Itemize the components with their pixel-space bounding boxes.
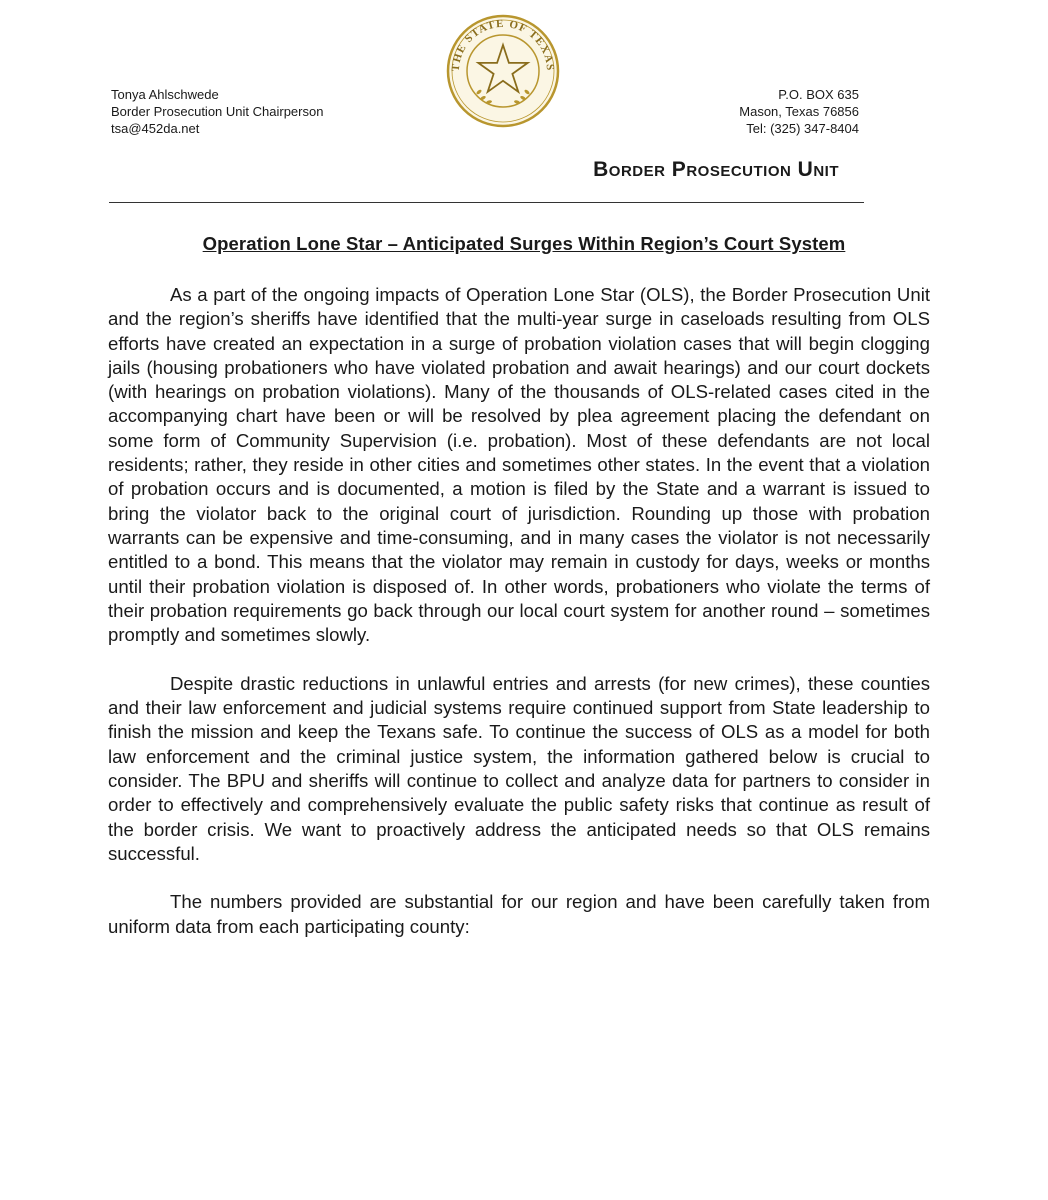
sender-block	[111, 86, 323, 137]
paragraph-1: As a part of the ongoing impacts of Operation Lone Star (OLS), the Border Prosecution Unit and the region’s sheriffs have identified that the multi-year surge in caseloads resulting from OLS efforts have created an expectation in a surge of probation violation cases that will begin clogging jails (housing probationers who have violated probation and await hearings) and our court dockets (with hearings on probation violations). Many of the thousands of OLS-related cases cited in the accompanying chart have been or will be resolved by plea agreement placing the defendant on some form of Community Supervision (i.e. probation). Most of these defendants are not local residents; rather, they reside in other cities and sometimes other states. In the event that a violation of probation occurs and is documented, a motion is filed by the State and a warrant is issued to bring the violator back to the original court of jurisdiction. Rounding up those with probation warrants can be expensive and time-consuming, and in many cases the violator is not necessarily entitled to a bond. This means that the violator may remain in custody for days, weeks or months until their probation violation is disposed of. In other words, probationers who violate the terms of their probation requirements go back through our local court system for another round – sometimes promptly and sometimes slowly.	[108, 284, 930, 646]
document-title: Operation Lone Star – Anticipated Surges Within Region’s Court System	[202, 233, 846, 254]
paragraph-3: The numbers provided are substantial for our region and have been carefully taken from uniform data from each participating county:	[108, 891, 930, 937]
address-po-box: P.O. BOX 635	[778, 87, 859, 102]
sender-name: Tonya Ahlschwede	[111, 87, 219, 102]
seal-outer-ring	[448, 16, 558, 126]
seal-inscription: THE STATE OF TEXAS	[449, 17, 557, 72]
paragraph-2: Despite drastic reductions in unlawful entries and arrests (for new crimes), these counties and their law enforcement and judicial systems require continued support from State leadership to finish the mission and keep the Texans safe. To continue the success of OLS as a model for both law enforcement and the criminal justice system, the information gathered below is crucial to consider. The BPU and sheriffs will continue to collect and analyze data for partners to consider in order to effectively and comprehensively evaluate the public safety risks that continue as result of the border crisis. We want to proactively address the anticipated needs so that OLS remains successful.	[108, 672, 930, 864]
address-block	[739, 86, 859, 137]
sender-email: tsa@452da.net	[111, 121, 200, 136]
texas-state-seal	[446, 14, 560, 128]
header-divider	[109, 202, 864, 203]
body-text	[108, 283, 930, 963]
unit-heading: Border Prosecution Unit	[593, 158, 839, 181]
sender-title: Border Prosecution Unit Chairperson	[111, 104, 324, 119]
address-city: Mason, Texas 76856	[739, 104, 859, 119]
address-phone: Tel: (325) 347-8404	[746, 121, 859, 136]
